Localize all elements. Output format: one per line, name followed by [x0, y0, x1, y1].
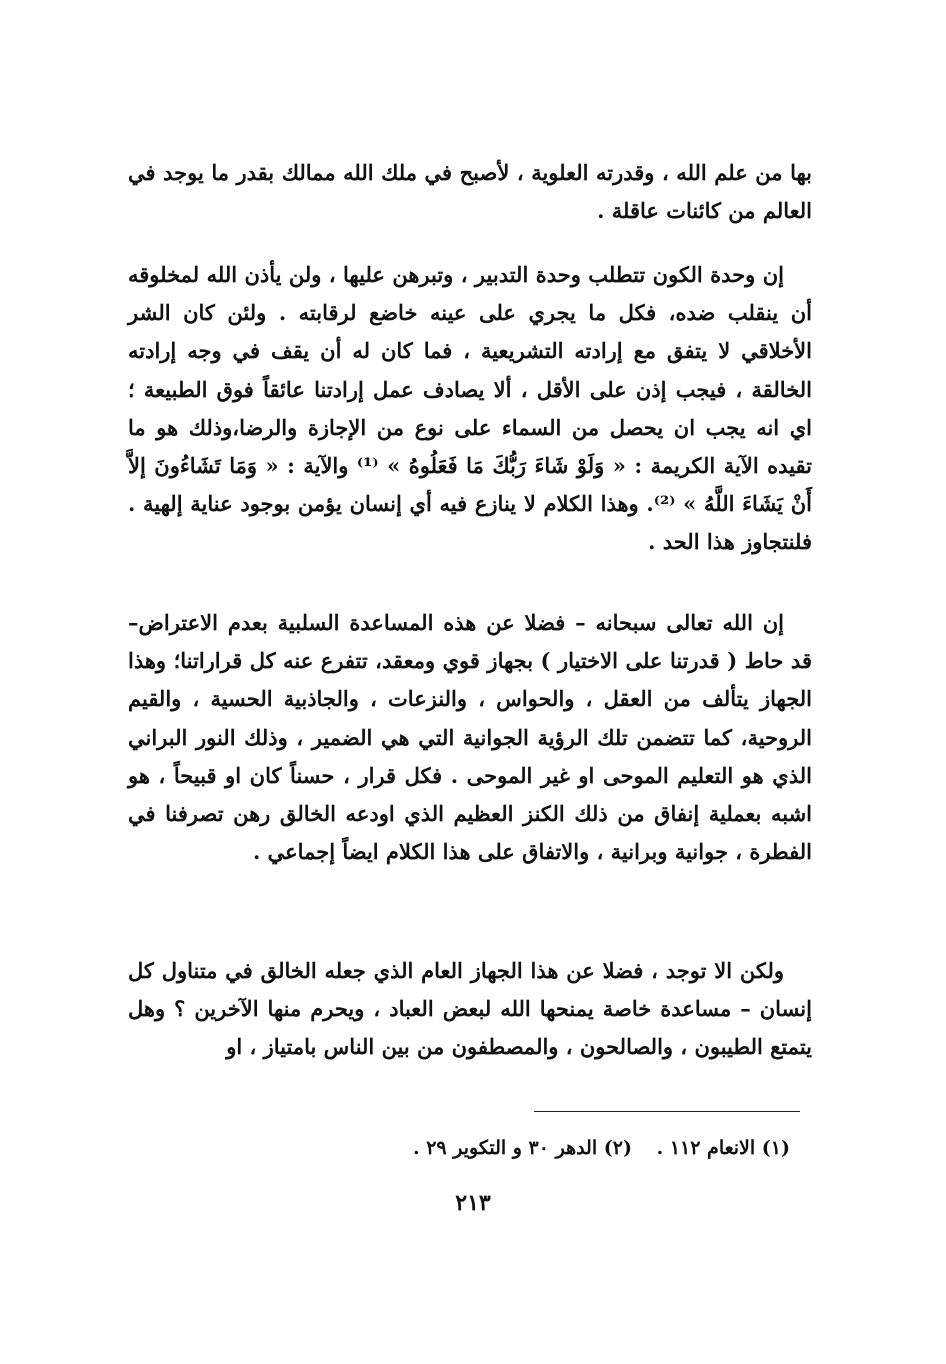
- paragraph-continuation: بها من علم الله ، وقدرته العلوية ، لأصبح في ملك الله ممالك بقدر ما يوجد في العالم من كائنات عاقلة .: [128, 160, 812, 224]
- footnotes: [300, 1133, 790, 1163]
- footnote-1: (١) الانعام ١١٢ .: [656, 1137, 790, 1159]
- paragraph-special-help: ولكن الا توجد ، فضلا عن هذا الجهاز العام الذي جعله الخالق في متناول كل إنسان – مساعدة خاصة يمنحها الله لبعض العباد ، ويحرم منها الآخرين ؟ وهل يتمتع الطيبون ، والصالحون ، والمصطفون من بين الناس بامتياز ، او: [128, 958, 812, 1060]
- footnote-2: (٢) الدهر ٣٠ و التكوير ٢٩ .: [412, 1137, 632, 1159]
- paragraph-unity-of-universe: إن وحدة الكون تتطلب وحدة التدبير ، وتبرهن عليها ، ولن يأذن الله لمخلوقه أن ينقلب ضده، فكل ما يجري على عينه خاضع لرقابته . ولئن كان الشر الأخلاقي لا يتفق مع إرادته التشريعية ، فما كان له أن يقف في وجه إرادته الخالقة ، فيجب إذن على الأقل ، ألا يصادف عمل إرادتنا عائقاً فوق الطبيعة ؛ اي انه يجب ان يحصل من السماء على نوع من الإجازة والرضا،وذلك هو ما تقيده الآية الكريمة : « وَلَوْ شَاءَ رَبُّكَ مَا فَعَلُوهُ » ⁽¹⁾ والآية : « وَمَا تَشَاءُونَ إلاَّ أَنْ يَشَاءَ اللَّهُ » ⁽²⁾. وهذا الكلام لا ينازع فيه أي إنسان يؤمن بوجود عناية إلهية . فلنتجاوز هذا الحد .: [128, 262, 812, 555]
- page-number: ٢١٣: [455, 1190, 491, 1216]
- paragraph-faculties: إن الله تعالى سبحانه – فضلا عن هذه المساعدة السلبية بعدم الاعتراض– قد حاط ( قدرتنا على الاختيار ) بجهاز قوي ومعقد، تتفرع عنه كل قراراتنا؛ وهذا الجهاز يتألف من العقل ، والحواس ، والنزعات ، والجاذبية الحسية ، والقيم الروحية، كما تتضمن تلك الرؤية الجوانية التي هي الضمير ، وذلك النور البراني الذي هو التعليم الموحى او غير الموحى . فكل قرار ، حسناً كان او قبيحاً ، هو اشبه بعملية إنفاق من ذلك الكنز العظيم الذي اودعه الخالق رهن تصرفنا في الفطرة ، جوانية وبرانية ، والاتفاق على هذا الكلام ايضاً إجماعي .: [128, 610, 812, 865]
- footnote-divider: [534, 1111, 800, 1112]
